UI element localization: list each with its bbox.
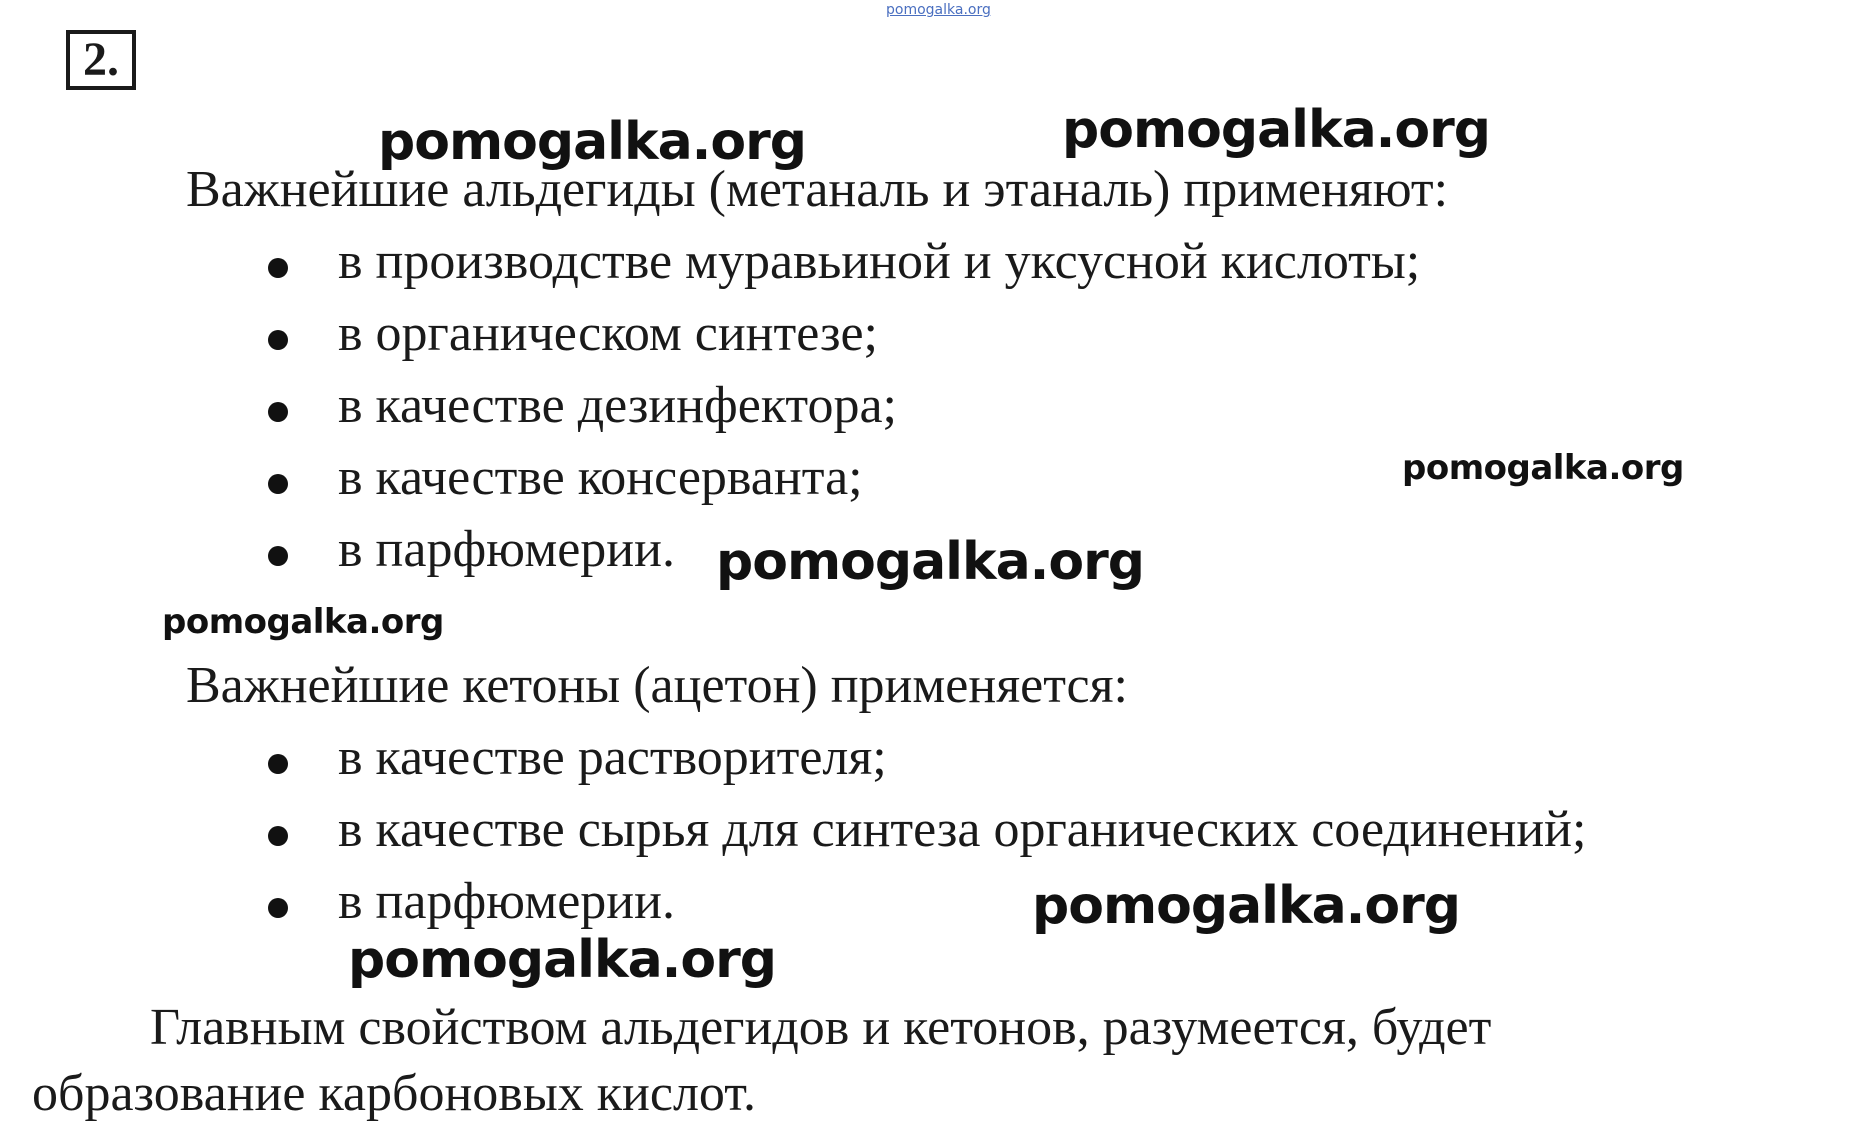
- aldehydes-item: в парфюмерии.: [338, 521, 675, 578]
- bullet-icon: [268, 546, 288, 566]
- watermark: pomogalka.org: [378, 112, 807, 172]
- bullet-icon: [268, 754, 288, 774]
- watermark-top-small: pomogalka.org: [886, 2, 991, 18]
- watermark: pomogalka.org: [1062, 100, 1491, 160]
- ketones-item: в качестве сырья для синтеза органических соединений;: [338, 801, 1587, 858]
- conclusion-line-1: Главным свойством альдегидов и кетонов, разумеется, будет: [150, 999, 1492, 1056]
- watermark: pomogalka.org: [348, 930, 777, 990]
- bullet-icon: [268, 258, 288, 278]
- aldehydes-item: в качестве консерванта;: [338, 449, 863, 506]
- bullet-icon: [268, 898, 288, 918]
- bullet-icon: [268, 330, 288, 350]
- bullet-icon: [268, 402, 288, 422]
- ketones-item: в качестве растворителя;: [338, 729, 887, 786]
- aldehydes-intro: Важнейшие альдегиды (метаналь и этаналь) применяют:: [186, 161, 1449, 218]
- ketones-item: в парфюмерии.: [338, 873, 675, 930]
- task-number: 2.: [66, 30, 136, 90]
- aldehydes-item: в органическом синтезе;: [338, 305, 879, 362]
- watermark: pomogalka.org: [716, 532, 1145, 592]
- watermark: pomogalka.org: [1402, 448, 1684, 488]
- aldehydes-item: в качестве дезинфектора;: [338, 377, 897, 434]
- bullet-icon: [268, 474, 288, 494]
- watermark: pomogalka.org: [1032, 876, 1461, 936]
- ketones-intro: Важнейшие кетоны (ацетон) применяется:: [186, 657, 1128, 714]
- bullet-icon: [268, 826, 288, 846]
- aldehydes-item: в производстве муравьиной и уксусной кислоты;: [338, 233, 1421, 290]
- conclusion-line-2: образование карбоновых кислот.: [32, 1065, 757, 1122]
- watermark: pomogalka.org: [162, 602, 444, 642]
